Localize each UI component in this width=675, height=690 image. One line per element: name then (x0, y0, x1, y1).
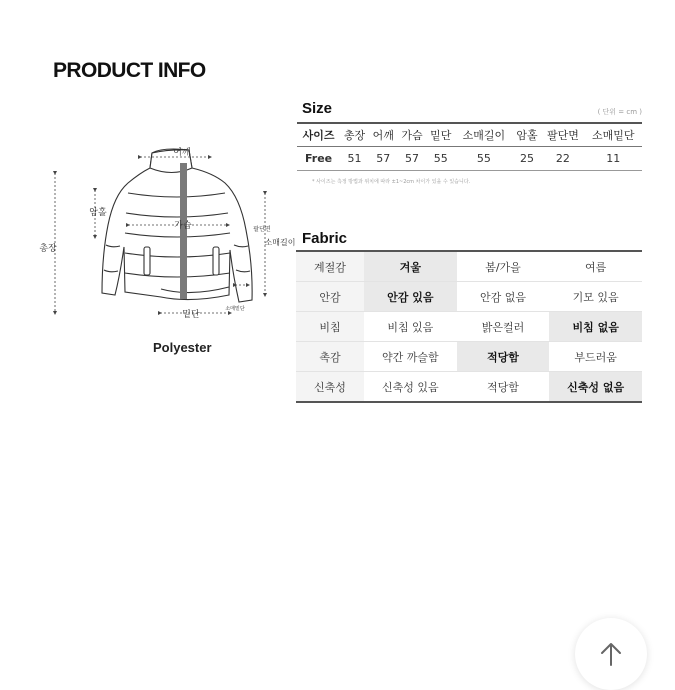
fabric-option-selected: 적당함 (457, 342, 550, 372)
size-header-cell: 밑단 (430, 128, 452, 142)
unit-note: ( 단위 = cm ) (597, 108, 642, 116)
size-header-cell: 소매길이 (462, 128, 506, 142)
fabric-option: 부드러움 (549, 342, 642, 372)
size-table (297, 122, 642, 171)
label-chest: 가슴 (174, 221, 192, 231)
fabric-row-texture (296, 342, 642, 372)
label-armhole: 암홀 (89, 208, 107, 218)
label-cuff: 팔단면 (253, 226, 271, 233)
size-section-title: Size (302, 100, 333, 117)
page-title: PRODUCT INFO (53, 59, 206, 82)
fabric-option: 밝은컬러 (457, 312, 550, 342)
fabric-row-season (296, 251, 642, 282)
label-sleeve-length: 소매길이 (264, 238, 296, 247)
fabric-option: 여름 (549, 251, 642, 282)
size-header-cell: 팔단면 (546, 128, 579, 142)
fabric-option: 봄/가을 (457, 251, 550, 282)
fabric-row-stretch (296, 372, 642, 403)
fabric-option: 적당함 (457, 372, 550, 403)
jacket-diagram (39, 135, 296, 335)
size-cell: 22 (555, 151, 570, 165)
size-header-cell: 총장 (343, 128, 366, 142)
fabric-option-selected: 비침 없음 (549, 312, 642, 342)
size-cell: 55 (433, 151, 448, 165)
scroll-top-button[interactable] (575, 618, 647, 690)
label-shoulder: 어깨 (173, 148, 191, 158)
label-total-length: 총장 (39, 244, 57, 254)
fabric-option: 신축성 있음 (364, 372, 457, 403)
size-header-cell: 암홀 (516, 128, 538, 142)
size-header-cell: 가슴 (401, 128, 423, 142)
size-cell: Free (304, 151, 333, 165)
fabric-option-selected: 안감 있음 (364, 282, 457, 312)
size-cell: 55 (476, 151, 491, 165)
fabric-row-label: 비침 (296, 312, 364, 342)
size-header-cell: 소매밑단 (591, 128, 635, 142)
fabric-row-label: 촉감 (296, 342, 364, 372)
label-sleeve-hem: 소매밑단 (225, 306, 245, 312)
size-cell: 51 (347, 151, 362, 165)
size-cell: 57 (404, 151, 419, 165)
fabric-section-title: Fabric (302, 230, 348, 247)
size-cell: 25 (519, 151, 534, 165)
fabric-option-selected: 겨울 (364, 251, 457, 282)
table-row (297, 146, 642, 170)
size-note: * 사이즈는 측정 방법과 위치에 따라 ±1~2cm 차이가 있을 수 있습니다. (312, 179, 471, 185)
size-cell: 11 (606, 151, 621, 165)
fabric-option-selected: 신축성 없음 (549, 372, 642, 403)
fabric-row-label: 신축성 (296, 372, 364, 403)
size-header-cell: 사이즈 (302, 128, 335, 142)
fabric-option: 안감 없음 (457, 282, 550, 312)
fabric-option: 비침 있음 (364, 312, 457, 342)
fabric-row-label: 안감 (296, 282, 364, 312)
fabric-option: 약간 까슬함 (364, 342, 457, 372)
fabric-option: 기모 있음 (549, 282, 642, 312)
size-cell: 57 (376, 151, 391, 165)
material-label: Polyester (153, 340, 212, 355)
fabric-row-lining (296, 282, 642, 312)
label-hem: 밑단 (182, 310, 200, 320)
size-header-cell: 어깨 (372, 128, 394, 142)
arrow-up-icon (597, 640, 625, 668)
fabric-row-sheerness (296, 312, 642, 342)
fabric-table (296, 250, 642, 403)
fabric-row-label: 계절감 (296, 251, 364, 282)
size-table-header (297, 123, 642, 146)
